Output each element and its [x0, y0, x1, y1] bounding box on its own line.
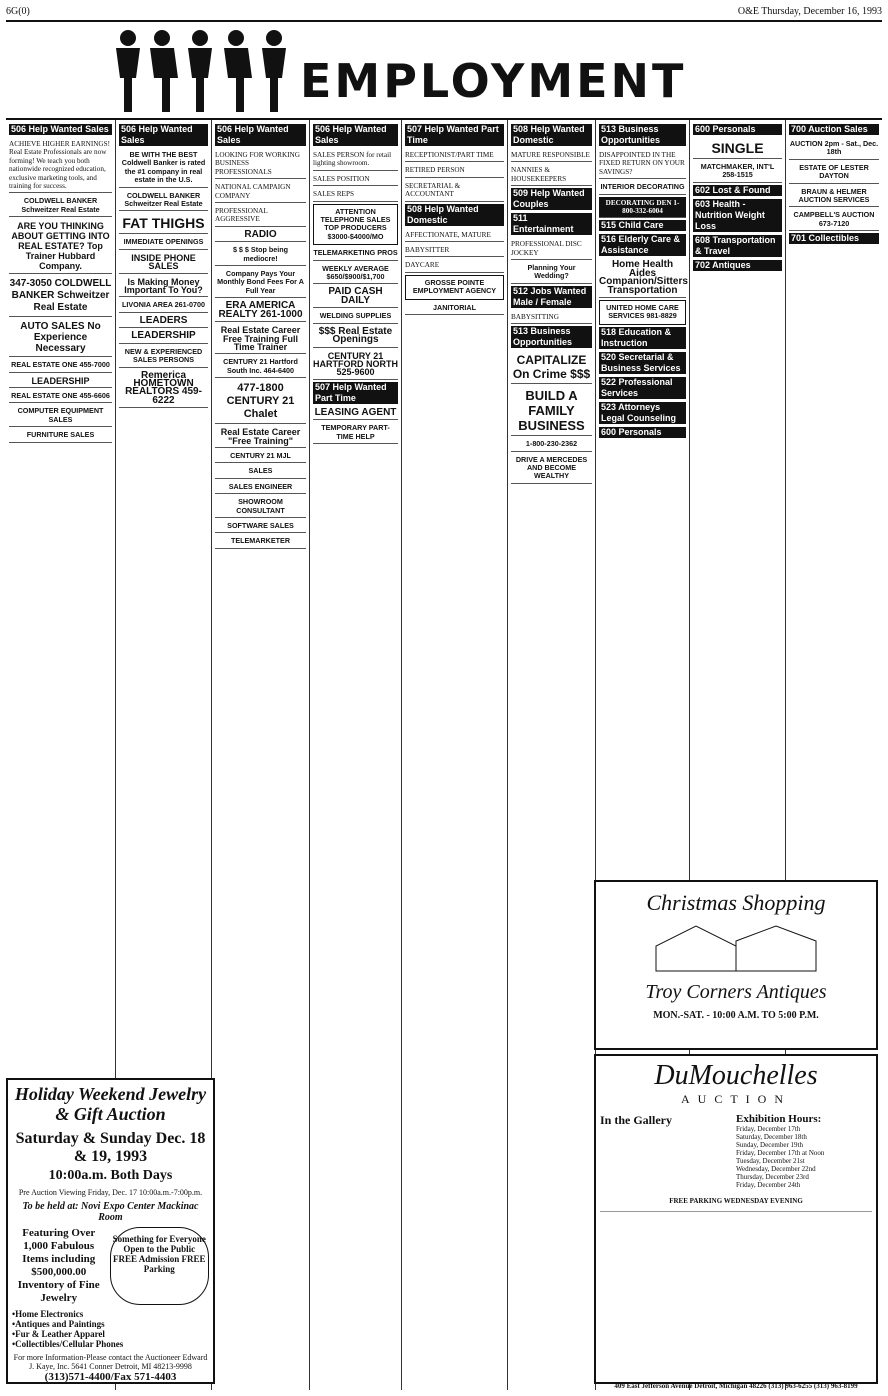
holiday-free-badge: Something for Everyone Open to the Public FREE Admission FREE Parking [110, 1227, 210, 1305]
section-header: 513 Business Opportunities [599, 124, 686, 146]
classified-ad: CENTURY 21 Hartford South Inc. 464-6400 [215, 356, 306, 378]
section-header: 508 Help Wanted Domestic [405, 204, 504, 226]
dm-date: Thursday, December 23rd [736, 1173, 809, 1181]
column-3 [212, 120, 310, 1390]
classified-ad: $ $ $ Stop being mediocre! [215, 244, 306, 266]
holiday-location: To be held at: Novi Expo Center Mackinac Room [22, 1201, 199, 1223]
page-number: 6G(0) [6, 6, 30, 17]
classified-ad: Remerica HOMETOWN REALTORS 459-6222 [119, 370, 208, 409]
house-sketch-icon [636, 916, 836, 976]
classified-ad: NATIONAL CAMPAIGN COMPANY [215, 181, 306, 203]
classified-ad: COLDWELL BANKER Schweitzer Real Estate [119, 190, 208, 212]
classified-ad: BRAUN & HELMER AUCTION SERVICES [789, 186, 879, 208]
classified-ad: MATCHMAKER, INT'L 258-1515 [693, 161, 782, 183]
classified-ad: FURNITURE SALES [9, 429, 112, 442]
dm-footer: FREE PARKING WEDNESDAY EVENING [669, 1197, 803, 1205]
section-header: 511 Entertainment [511, 213, 592, 235]
dm-hours-title: Exhibition Hours: [736, 1113, 822, 1125]
xmas-title: Christmas Shopping [646, 890, 826, 915]
dm-date: Friday, December 24th [736, 1181, 801, 1189]
classified-ad: LIVONIA AREA 261-0700 [119, 299, 208, 312]
classified-ad: COLDWELL BANKER Schweitzer Real Estate [9, 195, 112, 217]
section-header: 702 Antiques [693, 260, 782, 271]
classified-ad: SALES REPS [313, 188, 398, 201]
dm-date: Wednesday, December 22nd [736, 1165, 816, 1173]
classified-ad: Is Making Money Important To You? [119, 276, 208, 298]
holiday-item: •Antiques and Paintings [12, 1319, 105, 1329]
classified-ad: PROFESSIONAL AGGRESSIVE [215, 205, 306, 227]
classified-ad: Real Estate Career Free Training Full Time Trainer [215, 324, 306, 354]
classified-ad: CENTURY 21 HARTFORD NORTH 525-9600 [313, 350, 398, 380]
classified-ad: LEASING AGENT [313, 407, 398, 420]
classified-ad: TEMPORARY PART-TIME HELP [313, 422, 398, 444]
classified-ad: JANITORIAL [405, 302, 504, 315]
section-header: 608 Transportation & Travel [693, 235, 782, 257]
classified-ad: SHOWROOM CONSULTANT [215, 496, 306, 518]
classified-ad: 1-800-230-2362 [511, 438, 592, 451]
classified-ad: SOFTWARE SALES [215, 520, 306, 533]
section-header: 516 Elderly Care & Assistance [599, 234, 686, 256]
holiday-item: •Home Electronics [12, 1309, 84, 1319]
dm-address: 409 East Jefferson Avenue Detroit, Michigan 48226 (313) 963-6255 (313) 963-8199 [614, 1382, 858, 1390]
classified-ad: UNITED HOME CARE SERVICES 981-8829 [599, 300, 686, 325]
classified-ad: SALES [215, 465, 306, 478]
classified-ad: TELEMARKETING PROS [313, 247, 398, 260]
section-header: 700 Auction Sales [789, 124, 879, 135]
dm-name: DuMouchelles [654, 1060, 818, 1091]
classified-ad: BE WITH THE BEST Coldwell Banker is rated the #1 company in real estate in the U.S. [119, 149, 208, 188]
classified-ad: SINGLE [693, 138, 782, 159]
classified-ad: INSIDE PHONE SALES [119, 252, 208, 274]
section-header: 603 Health - Nutrition Weight Loss [693, 199, 782, 232]
section-header: 506 Help Wanted Sales [313, 124, 398, 146]
classified-ad: INTERIOR DECORATING [599, 181, 686, 194]
classified-ad: AFFECTIONATE, MATURE [405, 229, 504, 242]
classified-ad: LEADERSHIP [119, 330, 208, 343]
dm-date: Friday, December 17th at Noon [736, 1149, 825, 1157]
classified-ad: REAL ESTATE ONE 455-6606 [9, 390, 112, 403]
dm-gallery: In the Gallery [600, 1113, 672, 1127]
classified-ad: LEADERSHIP [9, 375, 112, 388]
classified-ad: RADIO [215, 229, 306, 242]
troy-corners-ad [594, 880, 878, 1050]
classified-ad: $$$ Real Estate Openings [313, 326, 398, 348]
section-header: 507 Help Wanted Part Time [313, 382, 398, 404]
classified-ad: AUCTION 2pm - Sat., Dec. 18th [789, 138, 879, 160]
section-header: 520 Secretarial & Business Services [599, 352, 686, 374]
classified-ad: NANNIES & HOUSEKEEPERS [511, 164, 592, 186]
dm-date: Sunday, December 19th [736, 1141, 803, 1149]
classified-ad: LOOKING FOR WORKING BUSINESS PROFESSIONALS [215, 149, 306, 179]
classified-ad: PAID CASH DAILY [313, 286, 398, 308]
classified-ad: REAL ESTATE ONE 455-7000 [9, 359, 112, 372]
section-header: 600 Personals [693, 124, 782, 135]
dm-date: Saturday, December 18th [736, 1133, 807, 1141]
classified-ad: GROSSE POINTE EMPLOYMENT AGENCY [405, 275, 504, 300]
classified-ad: DAYCARE [405, 259, 504, 272]
holiday-item: •Collectibles/Cellular Phones [12, 1339, 124, 1349]
classified-ad: SALES PERSON for retail lighting showroom. [313, 149, 398, 171]
dm-date: Friday, December 17th [736, 1125, 801, 1133]
classified-ad: Home Health Aides Companion/Sitters Transportation [599, 259, 686, 298]
section-header: 506 Help Wanted Sales [9, 124, 112, 135]
masthead [6, 4, 882, 22]
classified-ad: FAT THIGHS [119, 213, 208, 234]
xmas-name: Troy Corners Antiques [645, 981, 827, 1003]
classified-ad: COMPUTER EQUIPMENT SALES [9, 405, 112, 427]
holiday-time: 10:00a.m. Both Days [48, 1168, 173, 1183]
section-header: 515 Child Care [599, 220, 686, 231]
classified-ad: DISAPPOINTED IN THE FIXED RETURN ON YOUR SAVINGS? [599, 149, 686, 179]
classified-ad: Real Estate Career "Free Training" [215, 426, 306, 448]
section-header: 600 Personals [599, 427, 686, 438]
classified-ad: CAPITALIZE On Crime $$$ [511, 351, 592, 384]
section-header: 701 Collectibles [789, 233, 879, 244]
holiday-preview: Pre Auction Viewing Friday, Dec. 17 10:00a.m.-7:00p.m. [18, 1188, 203, 1197]
classified-ad: DECORATING DEN 1-800-332-6004 [599, 197, 686, 219]
classified-ad: SALES ENGINEER [215, 481, 306, 494]
section-header: 522 Professional Services [599, 377, 686, 399]
holiday-title: Holiday Weekend Jewelry & Gift Auction [14, 1084, 207, 1124]
classified-ad: SECRETARIAL & ACCOUNTANT [405, 180, 504, 202]
section-header: 507 Help Wanted Part Time [405, 124, 504, 146]
classified-ad: PROFESSIONAL DISC JOCKEY [511, 238, 592, 260]
classified-ad: MATURE RESPONSIBLE [511, 149, 592, 162]
classified-ad: WEEKLY AVERAGE $650/$900/$1,700 [313, 263, 398, 285]
column-4 [310, 120, 402, 1390]
classified-ad: BABYSITTER [405, 244, 504, 257]
classified-ad: Company Pays Your Monthly Bond Fees For A Full Year [215, 268, 306, 298]
classified-ad: NEW & EXPERIENCED SALES PERSONS [119, 346, 208, 368]
dm-sub: AUCTION [681, 1092, 791, 1106]
classified-ad: ARE YOU THINKING ABOUT GETTING INTO REAL ESTATE? Top Trainer Hubbard Company. [9, 219, 112, 274]
banner-title: EMPLOYMENT [300, 54, 687, 108]
classified-ad: Planning Your Wedding? [511, 262, 592, 284]
people-figures-icon [110, 26, 300, 116]
classified-ad: IMMEDIATE OPENINGS [119, 236, 208, 249]
classified-ad: DRIVE A MERCEDES AND BECOME WEALTHY [511, 454, 592, 484]
holiday-offer: Featuring Over 1,000 Fabulous Items including $500,000.00 Inventory of Fine Jewelry [17, 1227, 100, 1304]
classified-ad: ATTENTION TELEPHONE SALES TOP PRODUCERS $3000-$4000/MO [313, 204, 398, 246]
xmas-hours: MON.-SAT. - 10:00 A.M. TO 5:00 P.M. [653, 1010, 819, 1021]
classified-ad: LEADERS [119, 315, 208, 328]
classified-ad: BABYSITTING [511, 311, 592, 324]
section-header: 513 Business Opportunities [511, 326, 592, 348]
classified-ad: AUTO SALES No Experience Necessary [9, 319, 112, 357]
holiday-phone: (313)571-4400/Fax 571-4403 [44, 1371, 177, 1383]
employment-banner [110, 26, 687, 116]
classified-ad: WELDING SUPPLIES [313, 310, 398, 323]
section-header: 523 Attorneys Legal Counseling [599, 402, 686, 424]
classified-ad: ERA AMERICA REALTY 261-1000 [215, 300, 306, 322]
classified-ad: CAMPBELL'S AUCTION 673-7120 [789, 209, 879, 231]
classified-ad: RECEPTIONIST/PART TIME [405, 149, 504, 162]
section-header: 509 Help Wanted Couples [511, 188, 592, 210]
classified-ad: SALES POSITION [313, 173, 398, 186]
section-header: 518 Education & Instruction [599, 327, 686, 349]
classified-ad: ACHIEVE HIGHER EARNINGS! Real Estate Professionals are now forming! We teach you both nationwide recognized education, exclusive marketing tools, and training for success. [9, 138, 112, 193]
section-header: 506 Help Wanted Sales [215, 124, 306, 146]
classified-ad: 477-1800 CENTURY 21 Chalet [215, 380, 306, 424]
section-header: 506 Help Wanted Sales [119, 124, 208, 146]
column-6 [508, 120, 596, 1390]
dumouchelles-ad [594, 1054, 878, 1390]
dm-date: Tuesday, December 21st [736, 1157, 805, 1165]
classified-ad: CENTURY 21 MJL [215, 450, 306, 463]
holiday-contact: For more Information-Please contact the Auctioneer Edward J. Kaye, Inc. 5641 Conner Detroit, MI 48213-9998 [13, 1353, 208, 1371]
holiday-auction-ad [6, 1078, 215, 1384]
classified-ad: ESTATE OF LESTER DAYTON [789, 162, 879, 184]
classified-ad: RETIRED PERSON [405, 164, 504, 177]
section-header: 602 Lost & Found [693, 185, 782, 196]
section-header: 508 Help Wanted Domestic [511, 124, 592, 146]
section-header: 512 Jobs Wanted Male / Female [511, 286, 592, 308]
holiday-item: •Fur & Leather Apparel [12, 1329, 105, 1339]
masthead-dateline: O&E Thursday, December 16, 1993 [737, 6, 882, 17]
classified-ad: 347-3050 COLDWELL BANKER Schweitzer Real Estate [9, 276, 112, 317]
classified-ad: BUILD A FAMILY BUSINESS [511, 386, 592, 436]
classified-ad: TELEMARKETER [215, 535, 306, 548]
holiday-date: Saturday & Sunday Dec. 18 & 19, 1993 [15, 1130, 206, 1165]
column-5 [402, 120, 508, 1390]
